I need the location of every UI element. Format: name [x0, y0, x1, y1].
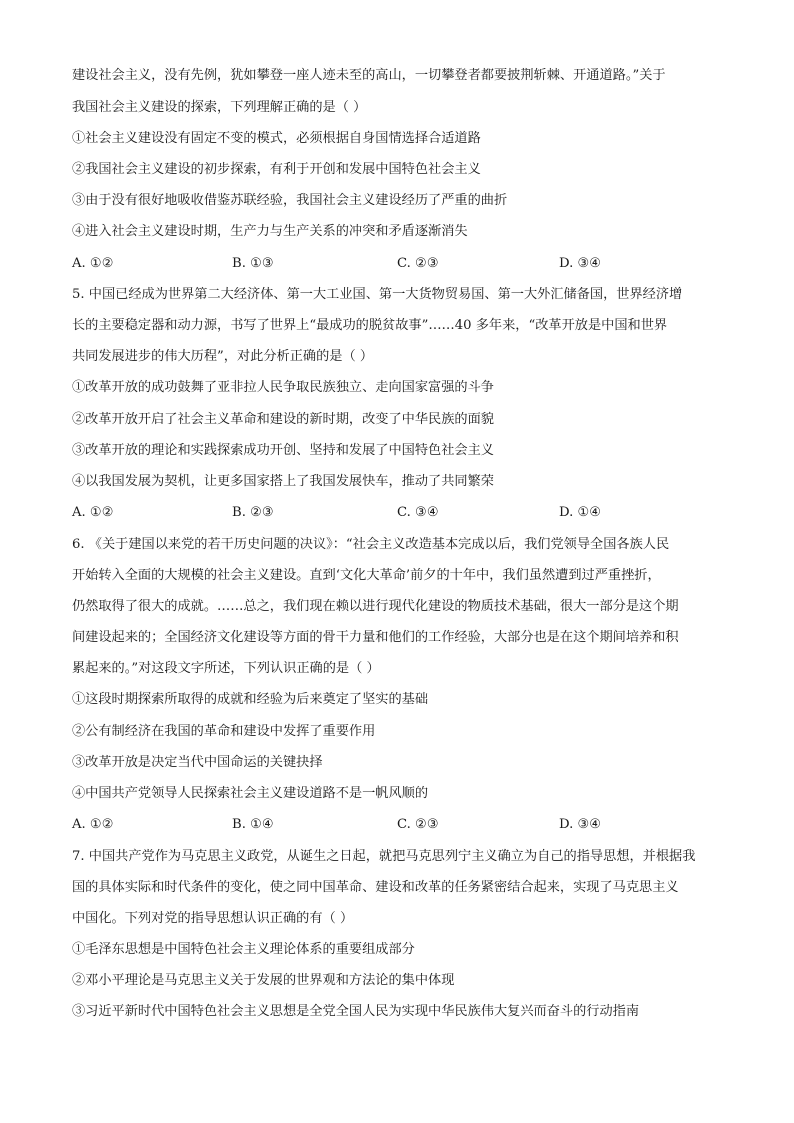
- q6-option-a[interactable]: A. ①②: [72, 817, 114, 832]
- q7-text-line: 国的具体实际和时代条件的变化，使之同中国革命、建设和改革的任务紧密结合起来，实现了马克思主义: [72, 880, 679, 895]
- q5-text-line: 长的主要稳定器和动力源，书写了世界上“最成功的脱贫故事”……40 多年来，“改革开放是中国和世界: [72, 318, 668, 333]
- q5-option-b[interactable]: B. ②③: [232, 505, 274, 520]
- q5-statement-1: ①改革开放的成功鼓舞了亚非拉人民争取民族独立、走向国家富强的斗争: [72, 380, 494, 395]
- q4-text-line: 我国社会主义建设的探索，下列理解正确的是（ ）: [72, 100, 367, 115]
- q4-option-b[interactable]: B. ①③: [232, 256, 274, 271]
- q4-option-d[interactable]: D. ③④: [559, 256, 602, 271]
- q4-statement-4: ④进入社会主义建设时期，生产力与生产关系的冲突和矛盾逐渐消失: [72, 224, 468, 239]
- q6-options: [72, 815, 732, 835]
- q4-options: [72, 254, 732, 274]
- q6-text-line: 仍然取得了很大的成就。……总之，我们现在赖以进行现代化建设的物质技术基础，很大一部分是这个期: [72, 599, 679, 614]
- q6-text-line: 累起来的。”对这段文字所述，下列认识正确的是（ ）: [72, 661, 380, 676]
- q5-option-a[interactable]: A. ①②: [72, 505, 114, 520]
- q7-statement-2: ②邓小平理论是马克思主义关于发展的世界观和方法论的集中体现: [72, 973, 455, 988]
- q6-text-line: 间建设起来的；全国经济文化建设等方面的骨干力量和他们的工作经验，大部分也是在这个期间培养和积: [72, 630, 679, 645]
- q4-option-a[interactable]: A. ①②: [72, 256, 114, 271]
- q4-statement-2: ②我国社会主义建设的初步探索，有利于开创和发展中国特色社会主义: [72, 162, 481, 177]
- q4-option-c[interactable]: C. ②③: [397, 256, 439, 271]
- q6-option-c[interactable]: C. ②③: [397, 817, 439, 832]
- q7-statement-3: ③习近平新时代中国特色社会主义思想是全党全国人民为实现中华民族伟大复兴而奋斗的行动指南: [72, 1004, 640, 1019]
- q6-text-line: 6. 《关于建国以来党的若干历史问题的决议》：“社会主义改造基本完成以后，我们党领导全国各族人民: [72, 537, 670, 552]
- q6-statement-4: ④中国共产党领导人民探索社会主义建设道路不是一帆风顺的: [72, 786, 429, 801]
- q5-option-d[interactable]: D. ①④: [559, 505, 602, 520]
- q6-text-line: 开始转入全面的大规模的社会主义建设。直到‘文化大革命’前夕的十年中，我们虽然遭到过严重挫折，: [72, 568, 661, 583]
- q5-statement-3: ③改革开放的理论和实践探索成功开创、坚持和发展了中国特色社会主义: [72, 443, 494, 458]
- q6-option-d[interactable]: D. ③④: [559, 817, 602, 832]
- q5-options: [72, 503, 732, 523]
- q6-statement-2: ②公有制经济在我国的革命和建设中发挥了重要作用: [72, 724, 376, 739]
- q4-statement-1: ①社会主义建设没有固定不变的模式，必须根据自身国情选择合适道路: [72, 131, 481, 146]
- q6-statement-3: ③改革开放是决定当代中国命运的关键抉择: [72, 755, 323, 770]
- q7-statement-1: ①毛泽东思想是中国特色社会主义理论体系的重要组成部分: [72, 942, 415, 957]
- q5-text-line: 5. 中国已经成为世界第二大经济体、第一大工业国、第一大货物贸易国、第一大外汇储备国，世界经济增: [72, 287, 683, 302]
- q5-statement-4: ④以我国发展为契机，让更多国家搭上了我国发展快车，推动了共同繁荣: [72, 474, 494, 489]
- q6-statement-1: ①这段时期探索所取得的成就和经验为后来奠定了坚实的基础: [72, 692, 429, 707]
- q5-text-line: 共同发展进步的伟大历程”，对此分析正确的是（ ）: [72, 349, 374, 364]
- q5-option-c[interactable]: C. ③④: [397, 505, 439, 520]
- q7-text-line: 中国化。下列对党的指导思想认识正确的有（ ）: [72, 911, 354, 926]
- q7-text-line: 7. 中国共产党作为马克思主义政党，从诞生之日起，就把马克思列宁主义确立为自己的指导思想，并根据我: [72, 849, 696, 864]
- q4-text-line: 建设社会主义，没有先例，犹如攀登一座人迹未至的高山，一切攀登者都要披荆斩棘、开通道路。”关于: [72, 68, 666, 83]
- q6-option-b[interactable]: B. ①④: [232, 817, 274, 832]
- q4-statement-3: ③由于没有很好地吸收借鉴苏联经验，我国社会主义建设经历了严重的曲折: [72, 193, 508, 208]
- q5-statement-2: ②改革开放开启了社会主义革命和建设的新时期，改变了中华民族的面貌: [72, 412, 494, 427]
